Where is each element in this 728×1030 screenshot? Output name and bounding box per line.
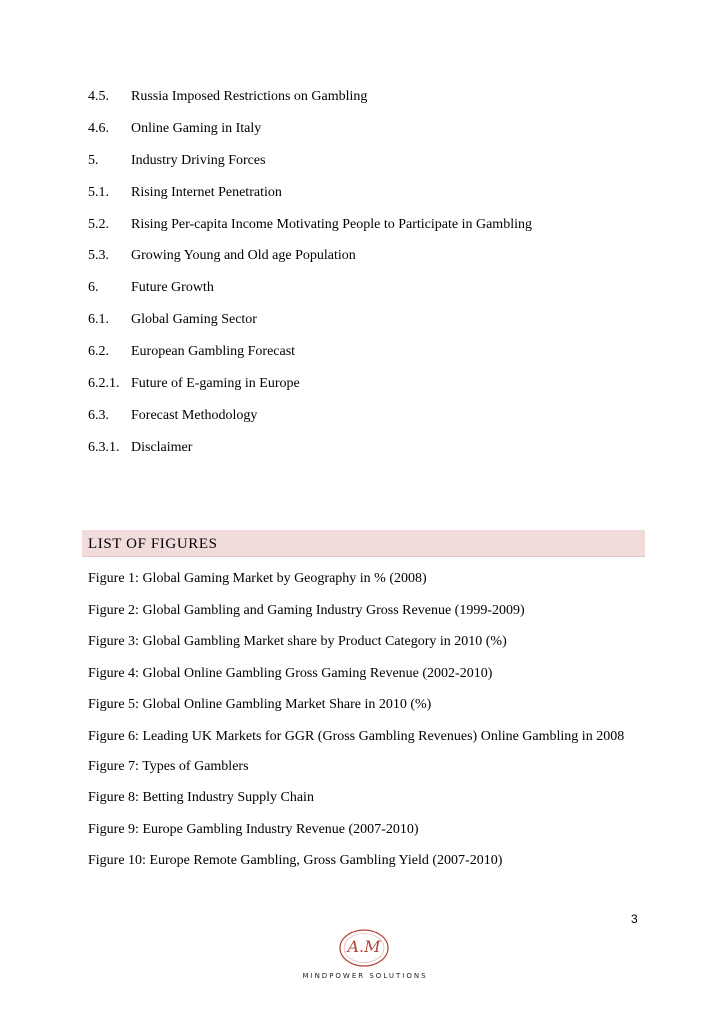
toc-title: Future Growth	[131, 280, 214, 296]
toc-title: Russia Imposed Restrictions on Gambling	[131, 89, 368, 104]
toc-title: Growing Young and Old age Population	[131, 248, 356, 264]
figure-entry[interactable]: Figure 4: Global Online Gambling Gross Gaming Revenue (2002-2010)	[88, 665, 493, 681]
figure-entry[interactable]: Figure 10: Europe Remote Gambling, Gross Gambling Yield (2007-2010)	[88, 853, 503, 868]
toc-number: 4.5.	[88, 89, 109, 104]
list-of-figures	[88, 570, 633, 884]
toc-entry[interactable]	[88, 247, 648, 279]
toc-number: 6.2.1.	[88, 376, 120, 392]
toc-title: Industry Driving Forces	[131, 152, 266, 168]
toc-number: 5.	[88, 152, 99, 168]
table-of-contents	[88, 88, 648, 471]
toc-entry[interactable]	[88, 216, 648, 248]
toc-title: Forecast Methodology	[131, 407, 258, 423]
toc-entry[interactable]	[88, 343, 648, 375]
toc-number: 4.6.	[88, 120, 109, 136]
figure-entry[interactable]: Figure 9: Europe Gambling Industry Revenue (2007-2010)	[88, 821, 419, 837]
toc-number: 6.3.	[88, 407, 109, 423]
logo-monogram: A.M	[347, 937, 381, 956]
figure-entry[interactable]: Figure 2: Global Gambling and Gaming Industry Gross Revenue (1999-2009)	[88, 602, 525, 618]
toc-entry[interactable]	[88, 184, 648, 216]
toc-number: 5.3.	[88, 248, 109, 264]
figure-entry[interactable]: Figure 5: Global Online Gambling Market Share in 2010 (%)	[88, 697, 432, 712]
toc-title: Disclaimer	[131, 439, 193, 455]
toc-number: 5.1.	[88, 184, 109, 200]
page-number: 3	[631, 912, 638, 926]
toc-number: 6.3.1.	[88, 439, 120, 455]
logo-wordmark: MINDPOWER SOLUTIONS	[302, 972, 428, 980]
toc-entry[interactable]	[88, 439, 648, 471]
toc-entry[interactable]	[88, 279, 648, 311]
company-logo	[300, 928, 430, 988]
toc-number: 5.2.	[88, 216, 109, 232]
figure-entry[interactable]: Figure 6: Leading UK Markets for GGR (Gross Gambling Revenues) Online Gambling in 2008	[88, 728, 625, 744]
toc-entry[interactable]	[88, 120, 648, 152]
toc-title: European Gambling Forecast	[131, 344, 296, 360]
toc-entry[interactable]	[88, 375, 648, 407]
toc-title: Rising Per-capita Income Motivating People to Participate in Gambling	[131, 216, 532, 232]
toc-entry[interactable]	[88, 311, 648, 343]
toc-title: Rising Internet Penetration	[131, 184, 282, 200]
toc-number: 6.	[88, 280, 99, 296]
toc-title: Global Gaming Sector	[131, 312, 257, 328]
toc-number: 6.1.	[88, 312, 109, 328]
list-of-figures-heading: LIST OF FIGURES	[82, 530, 645, 557]
toc-entry[interactable]	[88, 88, 648, 120]
figure-entry[interactable]: Figure 7: Types of Gamblers	[88, 758, 249, 774]
toc-title: Online Gaming in Italy	[131, 120, 262, 136]
toc-title: Future of E-gaming in Europe	[131, 376, 300, 392]
figure-entry[interactable]: Figure 1: Global Gaming Market by Geography in % (2008)	[88, 571, 427, 586]
toc-number: 6.2.	[88, 344, 109, 360]
figure-entry[interactable]: Figure 8: Betting Industry Supply Chain	[88, 790, 314, 805]
figure-entry[interactable]: Figure 3: Global Gambling Market share by Product Category in 2010 (%)	[88, 634, 507, 649]
toc-entry[interactable]	[88, 152, 648, 184]
toc-entry[interactable]	[88, 407, 648, 439]
